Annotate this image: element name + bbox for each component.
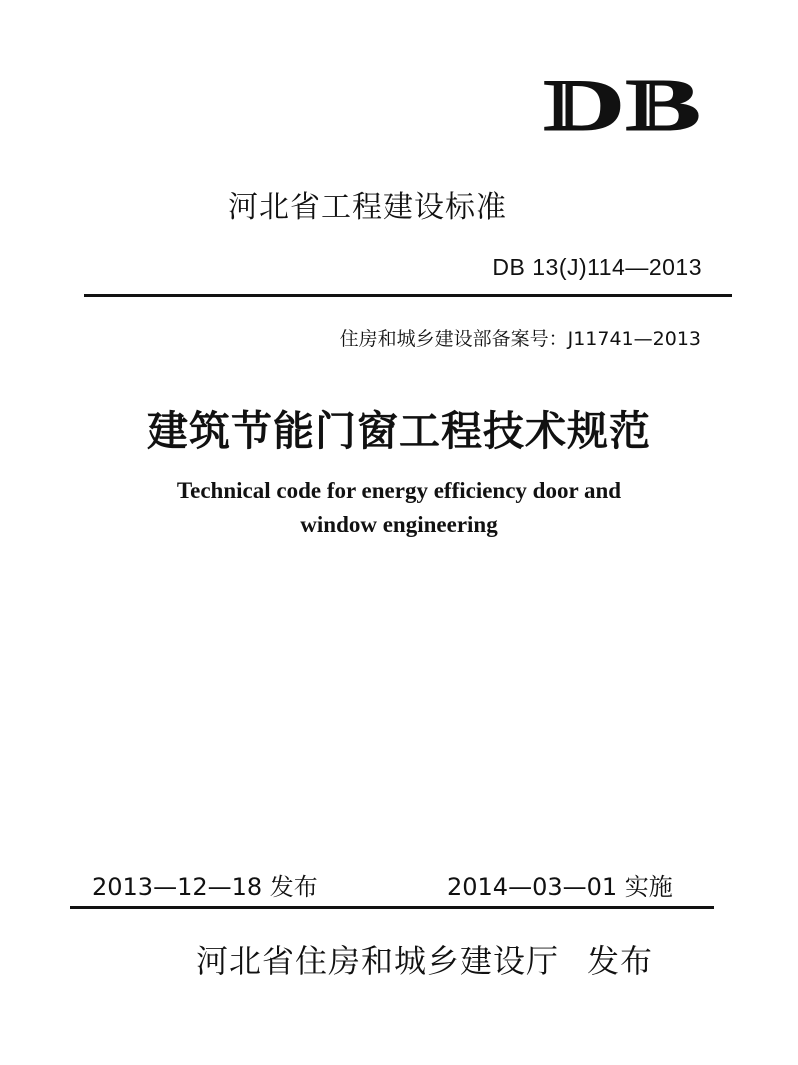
title-english-line1: Technical code for energy efficiency door and xyxy=(176,478,622,503)
standard-category: 河北省工程建设标准 xyxy=(228,190,507,225)
svg-text:DB: DB xyxy=(543,70,701,138)
bottom-divider xyxy=(70,906,714,909)
top-divider xyxy=(84,294,732,297)
issuer-line xyxy=(196,936,653,982)
filing-number: 住房和城乡建设部备案号：J11741—2013 xyxy=(339,328,701,350)
db-logo xyxy=(540,70,705,138)
title-chinese: 建筑节能门窗工程技术规范 xyxy=(147,407,651,455)
implementation-date: 2014—03—01 实施 xyxy=(447,873,673,901)
issue-date: 2013—12—18 发布 xyxy=(92,873,318,901)
title-english-line2: window engineering xyxy=(300,512,498,537)
issuer-action: 发布 xyxy=(587,942,654,980)
standard-number: DB 13(J)114—2013 xyxy=(492,254,702,280)
issuer-name: 河北省住房和城乡建设厅 xyxy=(196,942,560,980)
